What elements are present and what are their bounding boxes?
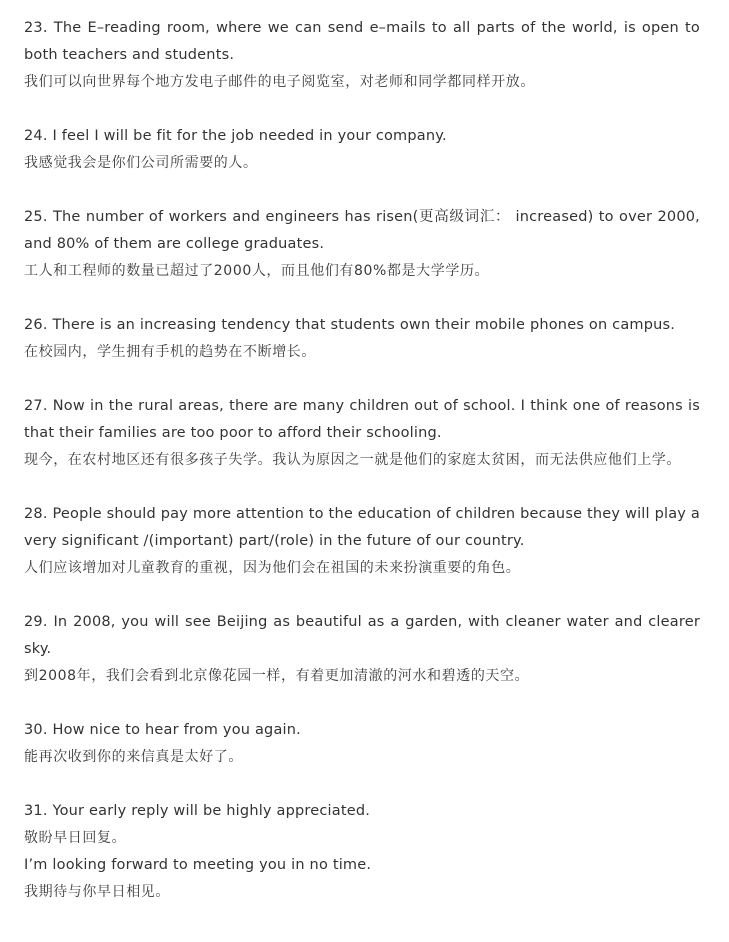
entry-28-english: 28. People should pay more attention to the education of children because they will play a very significant /(important) part/(role) in the future of our country. (24, 506, 700, 549)
entry-28 (24, 501, 700, 582)
entry-25-chinese: 工人和工程师的数量已超过了2000人，而且他们有80%都是大学学历。 (24, 263, 490, 279)
entry-30 (24, 717, 700, 771)
spacer (24, 96, 700, 123)
entry-31-english-alt: I’m looking forward to meeting you in no time. (24, 857, 372, 873)
entry-24-english: 24. I feel I will be fit for the job needed in your company. (24, 128, 447, 144)
entry-30-english: 30. How nice to hear from you again. (24, 722, 301, 738)
spacer (24, 177, 700, 204)
entry-26-english: 26. There is an increasing tendency that students own their mobile phones on campus. (24, 317, 676, 333)
entry-23-english: 23. The E–reading room, where we can send e–mails to all parts of the world, is open to both teachers and students. (24, 20, 700, 63)
entry-31-chinese-alt: 我期待与你早日相见。 (24, 884, 170, 900)
spacer (24, 366, 700, 393)
entry-26 (24, 312, 700, 366)
entry-25 (24, 204, 700, 285)
entry-24-chinese: 我感觉我会是你们公司所需要的人。 (24, 155, 258, 171)
entry-31-chinese: 敬盼早日回复。 (24, 830, 127, 846)
spacer (24, 582, 700, 609)
entry-30-chinese: 能再次收到你的来信真是太好了。 (24, 749, 243, 765)
entry-23-chinese: 我们可以向世界每个地方发电子邮件的电子阅览室，对老师和同学都同样开放。 (24, 74, 535, 90)
spacer (24, 285, 700, 312)
entry-27-english: 27. Now in the rural areas, there are many children out of school. I think one of reasons is that their families are too poor to afford their schooling. (24, 398, 700, 441)
spacer (24, 474, 700, 501)
entry-27 (24, 393, 700, 474)
entry-25-english: 25. The number of workers and engineers has risen(更高级词汇： increased) to over 2000, and 80% of them are college graduates. (24, 209, 700, 252)
spacer (24, 771, 700, 798)
top-spacer (24, 0, 700, 15)
spacer (24, 690, 700, 717)
entry-31 (24, 798, 700, 906)
entry-26-chinese: 在校园内，学生拥有手机的趋势在不断增长。 (24, 344, 316, 360)
entry-24 (24, 123, 700, 177)
entry-29-chinese: 到2008年，我们会看到北京像花园一样，有着更加清澈的河水和碧透的天空。 (24, 668, 530, 684)
entry-29 (24, 609, 700, 690)
entry-28-chinese: 人们应该增加对儿童教育的重视，因为他们会在祖国的未来扮演重要的角色。 (24, 560, 521, 576)
entry-29-english: 29. In 2008, you will see Beijing as beautiful as a garden, with cleaner water and clearer sky. (24, 614, 700, 657)
entry-31-english: 31. Your early reply will be highly appreciated. (24, 803, 371, 819)
document-body (24, 0, 700, 906)
entry-27-chinese: 现今，在农村地区还有很多孩子失学。我认为原因之一就是他们的家庭太贫困，而无法供应他们上学。 (24, 452, 681, 468)
entry-23 (24, 15, 700, 96)
